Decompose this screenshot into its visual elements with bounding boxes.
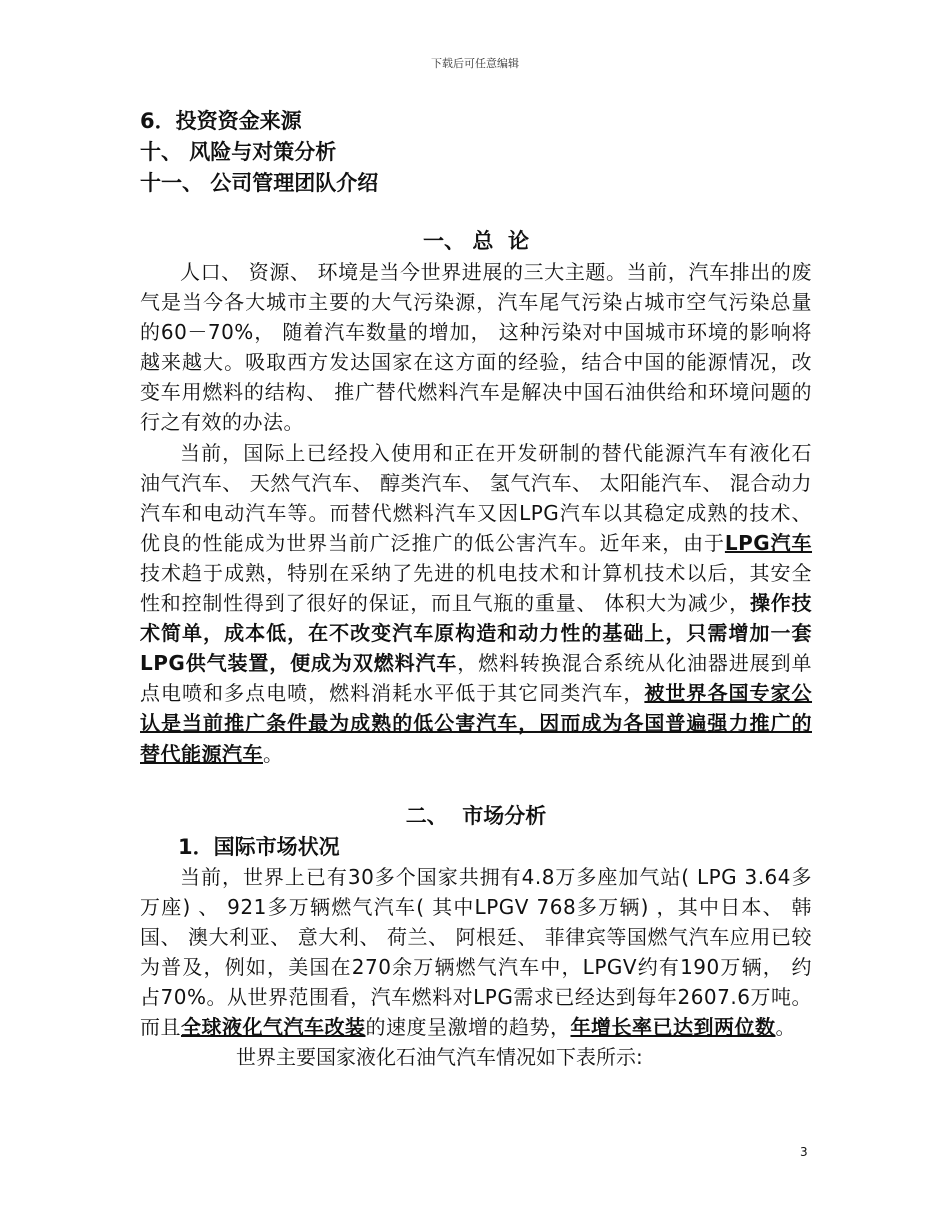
text-run-bold-underline: LPG汽车 [724, 530, 813, 555]
text-run: 。 [775, 1015, 796, 1040]
text-run-bold-underline: 年增长率已达到两位数 [570, 1015, 776, 1040]
paragraph-overview-1: 人口、 资源、 环境是当今世界进展的三大主题。当前，汽车排出的废气是当今各大城市主要的大气污染源，汽车尾气污染占城市空气污染总量的60－70%， 随着汽车数量的增加， 这种污染对中国城市环境的影响将越来越大。吸取西方发达国家在这方面的经验，结合中国的能源情况，改变车用燃料的结构、 推广替代燃料汽车是解决中国石油供给和环境问题的行之有效的办法。 [140, 260, 812, 435]
toc-item: 十一、 公司管理团队介绍 [140, 171, 379, 195]
spacer [140, 199, 812, 226]
subheading-international-market: 1．国际市场状况 [178, 834, 340, 859]
text-run: 。 [263, 741, 284, 766]
paragraph-overview-2 [140, 438, 812, 769]
text-run: 当前，世界上已有30多个国家共拥有4.8万多座加气站( LPG 3.64多万座) 、 921多万辆燃气汽车( 其中LPGV 768多万辆) ，其中日本、 韩国、 澳大利亚、 意大利、 荷兰、 阿根廷、 菲律宾等国燃气汽车应用已较为普及，例如，美国在270余万辆燃气汽车中，LPGV约有190万辆， 约占70%。从世界范围看，汽车燃料对LPG需求已经达到每年2607.6万吨。而且 [140, 864, 812, 1040]
text-run-bold-underline: 被世界各国专家公认是当前推广条件最为成熟的低公害汽车，因而成为各国普遍强力推广的替代能源汽车 [140, 681, 813, 766]
page-content [140, 106, 812, 1072]
page-number: 3 [800, 1145, 808, 1159]
toc-item: 十、 风险与对策分析 [140, 140, 337, 164]
text-run: 的速度呈激增的趋势， [365, 1015, 571, 1040]
paragraph-market-1 [140, 862, 812, 1043]
text-run: 当前，国际上已经投入使用和正在开发研制的替代能源汽车有液化石油气汽车、 天然气汽车、 醇类汽车、 氢气汽车、 太阳能汽车、 混合动力汽车和电动汽车等。而替代燃料汽车又因LPG汽车以其稳定成熟的技术、 优良的性能成为世界当前广泛推广的低公害汽车。近年来，由于 [140, 440, 812, 555]
page-header: 下载后可任意编辑 [431, 57, 519, 70]
table-caption: 世界主要国家液化石油气汽车情况如下表所示: [236, 1045, 643, 1070]
section-heading-overview: 一、 总 论 [423, 229, 529, 253]
spacer [140, 769, 812, 801]
text-run: ，燃料转换混合系统从化油器进展到单点电喷和多点电喷，燃料消耗水平低于其它同类汽车， [140, 651, 812, 706]
text-run: 技术趋于成熟，特别在采纳了先进的机电技术和计算机技术以后，其安全性和控制性得到了很好的保证，而且气瓶的重量、 体积大为减少， [140, 560, 812, 616]
toc-item: 6．投资资金来源 [140, 109, 302, 133]
text-run-bold-underline: 全球液化气汽车改装 [181, 1015, 366, 1040]
text-run-bold: 操作技术简单，成本低，在不改变汽车原构造和动力性的基础上，只需增加一套LPG供气装置，便成为双燃料汽车 [140, 591, 813, 676]
section-heading-market: 二、 市场分析 [405, 803, 547, 828]
